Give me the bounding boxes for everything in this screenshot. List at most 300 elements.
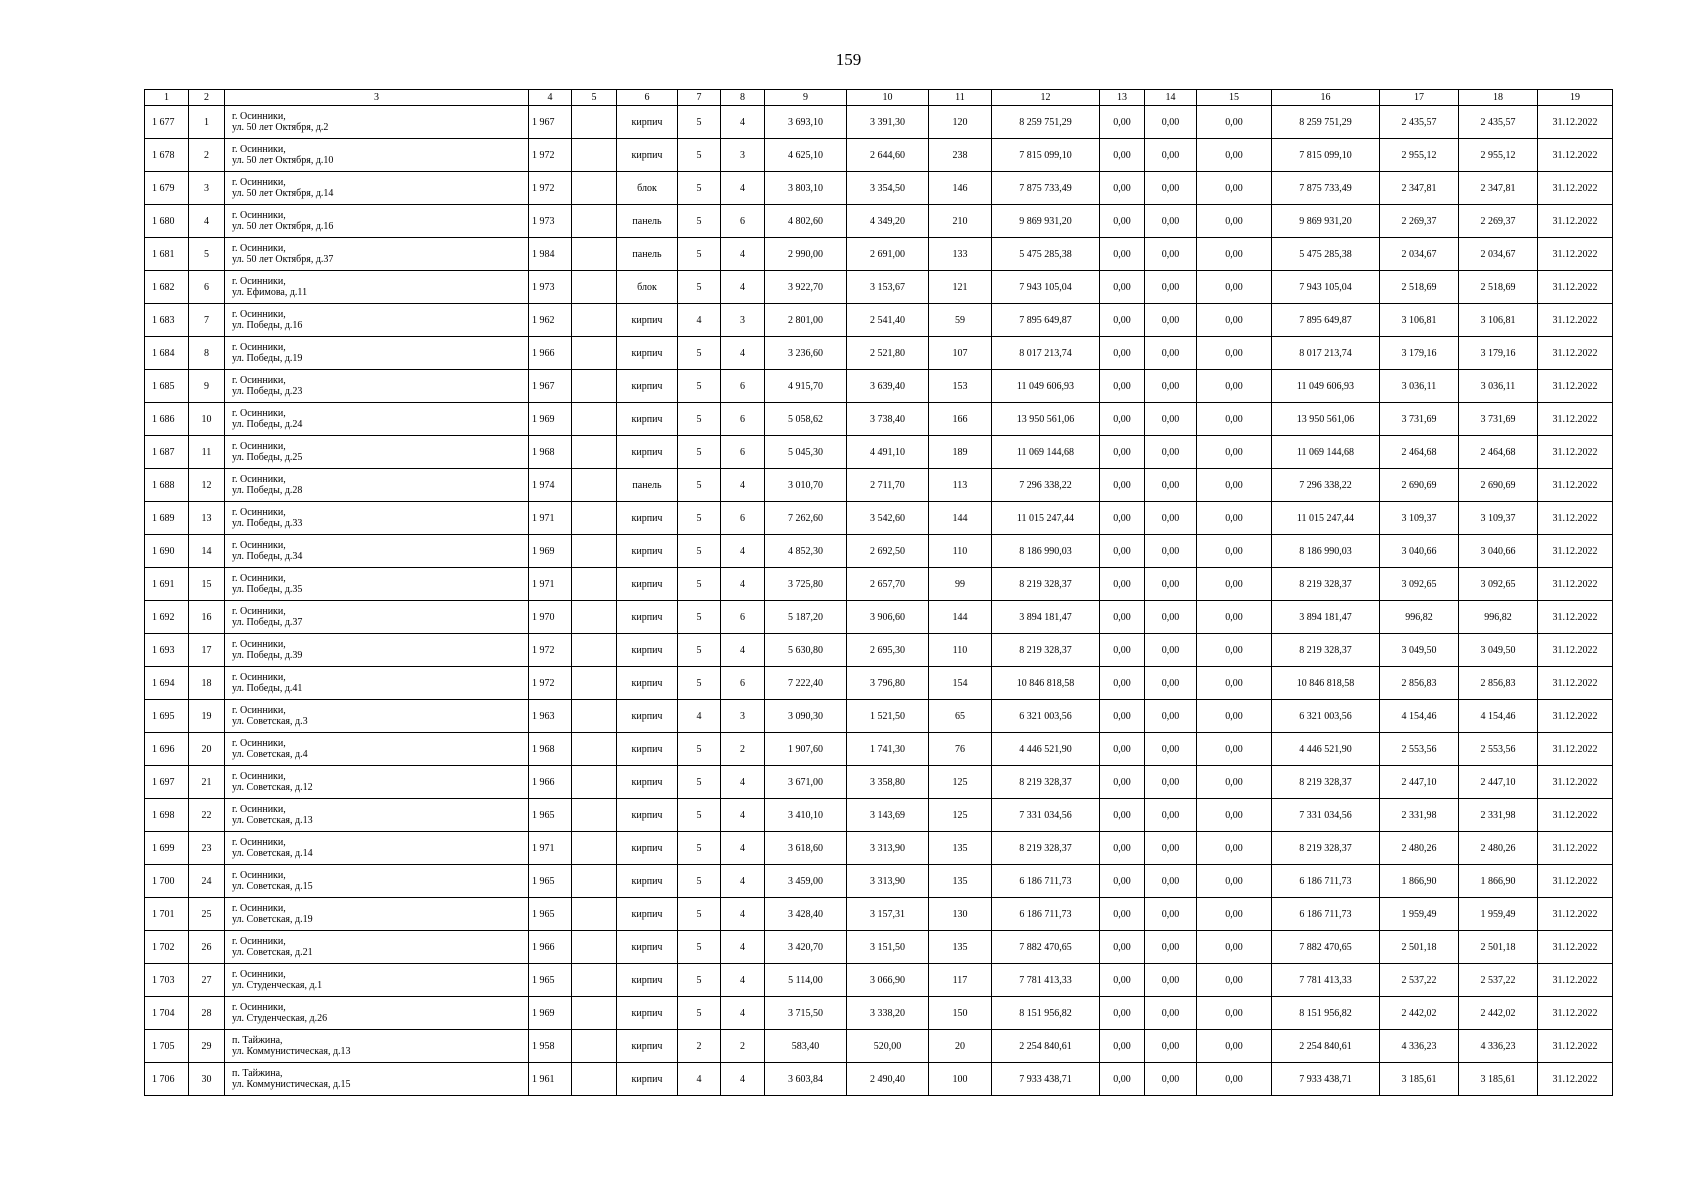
- item-number-cell: 20: [189, 733, 225, 766]
- address-locality: г. Осинники,: [232, 573, 286, 584]
- item-number-cell: 1: [189, 106, 225, 139]
- col-18-cell: 2 690,69: [1459, 469, 1538, 502]
- col-15-cell: 0,00: [1197, 733, 1272, 766]
- address-cell: [225, 106, 529, 139]
- total-area-cell: 2 801,00: [765, 304, 847, 337]
- entrances-cell: 4: [721, 832, 765, 865]
- col-16-cell: 7 943 105,04: [1272, 271, 1380, 304]
- column-header-3: 3: [225, 90, 529, 106]
- col-5-cell: [572, 964, 617, 997]
- column-header-19: 19: [1538, 90, 1613, 106]
- table-row: [145, 898, 1613, 931]
- total-cost-cell: 8 219 328,37: [992, 832, 1100, 865]
- living-area-cell: 3 313,90: [847, 865, 929, 898]
- col-14-cell: 0,00: [1145, 1063, 1197, 1096]
- col-17-cell: 2 518,69: [1380, 271, 1459, 304]
- deadline-date-cell: 31.12.2022: [1538, 535, 1613, 568]
- row-number-cell: 1 677: [145, 106, 189, 139]
- row-number-cell: 1 704: [145, 997, 189, 1030]
- col-17-cell: 2 347,81: [1380, 172, 1459, 205]
- living-area-cell: 2 490,40: [847, 1063, 929, 1096]
- table-row: [145, 205, 1613, 238]
- col-13-cell: 0,00: [1100, 667, 1145, 700]
- col-17-cell: 2 553,56: [1380, 733, 1459, 766]
- col-18-cell: 996,82: [1459, 601, 1538, 634]
- address-cell: [225, 1063, 529, 1096]
- total-cost-cell: 4 446 521,90: [992, 733, 1100, 766]
- total-cost-cell: 8 151 956,82: [992, 997, 1100, 1030]
- col-17-cell: 2 435,57: [1380, 106, 1459, 139]
- floors-cell: 5: [678, 832, 721, 865]
- floors-cell: 5: [678, 634, 721, 667]
- deadline-date-cell: 31.12.2022: [1538, 370, 1613, 403]
- wall-material-cell: кирпич: [617, 832, 678, 865]
- deadline-date-cell: 31.12.2022: [1538, 832, 1613, 865]
- table-row: [145, 700, 1613, 733]
- living-area-cell: 2 657,70: [847, 568, 929, 601]
- total-cost-cell: 13 950 561,06: [992, 403, 1100, 436]
- wall-material-cell: блок: [617, 172, 678, 205]
- item-number-cell: 22: [189, 799, 225, 832]
- year-built-cell: 1 973: [529, 271, 572, 304]
- table-row: [145, 172, 1613, 205]
- address-locality: г. Осинники,: [232, 672, 286, 683]
- address-cell: [225, 238, 529, 271]
- deadline-date-cell: 31.12.2022: [1538, 238, 1613, 271]
- wall-material-cell: кирпич: [617, 964, 678, 997]
- wall-material-cell: кирпич: [617, 898, 678, 931]
- col-14-cell: 0,00: [1145, 997, 1197, 1030]
- entrances-cell: 2: [721, 1030, 765, 1063]
- item-number-cell: 10: [189, 403, 225, 436]
- col-13-cell: 0,00: [1100, 766, 1145, 799]
- total-cost-cell: 7 895 649,87: [992, 304, 1100, 337]
- item-number-cell: 30: [189, 1063, 225, 1096]
- total-cost-cell: 11 069 144,68: [992, 436, 1100, 469]
- col-18-cell: 2 518,69: [1459, 271, 1538, 304]
- total-area-cell: 5 058,62: [765, 403, 847, 436]
- column-header-15: 15: [1197, 90, 1272, 106]
- address-cell: [225, 304, 529, 337]
- wall-material-cell: кирпич: [617, 766, 678, 799]
- deadline-date-cell: 31.12.2022: [1538, 106, 1613, 139]
- residents-cell: 238: [929, 139, 992, 172]
- total-cost-cell: 6 186 711,73: [992, 898, 1100, 931]
- item-number-cell: 7: [189, 304, 225, 337]
- deadline-date-cell: 31.12.2022: [1538, 1030, 1613, 1063]
- row-number-cell: 1 700: [145, 865, 189, 898]
- address-street: ул. Победы, д.34: [232, 551, 303, 562]
- wall-material-cell: кирпич: [617, 733, 678, 766]
- total-area-cell: 2 990,00: [765, 238, 847, 271]
- living-area-cell: 3 391,30: [847, 106, 929, 139]
- living-area-cell: 4 349,20: [847, 205, 929, 238]
- entrances-cell: 4: [721, 997, 765, 1030]
- year-built-cell: 1 968: [529, 733, 572, 766]
- total-cost-cell: 8 219 328,37: [992, 766, 1100, 799]
- col-13-cell: 0,00: [1100, 865, 1145, 898]
- table-row: [145, 238, 1613, 271]
- address-street: ул. Победы, д.28: [232, 485, 303, 496]
- col-14-cell: 0,00: [1145, 865, 1197, 898]
- table-row: [145, 733, 1613, 766]
- col-15-cell: 0,00: [1197, 568, 1272, 601]
- year-built-cell: 1 974: [529, 469, 572, 502]
- col-13-cell: 0,00: [1100, 106, 1145, 139]
- wall-material-cell: кирпич: [617, 667, 678, 700]
- row-number-cell: 1 692: [145, 601, 189, 634]
- col-13-cell: 0,00: [1100, 403, 1145, 436]
- residents-cell: 117: [929, 964, 992, 997]
- floors-cell: 5: [678, 964, 721, 997]
- address-cell: [225, 733, 529, 766]
- living-area-cell: 3 354,50: [847, 172, 929, 205]
- address-cell: [225, 865, 529, 898]
- address-street: ул. Советская, д.19: [232, 914, 313, 925]
- row-number-cell: 1 693: [145, 634, 189, 667]
- year-built-cell: 1 967: [529, 370, 572, 403]
- total-cost-cell: 6 186 711,73: [992, 865, 1100, 898]
- address-cell: [225, 337, 529, 370]
- total-area-cell: 3 010,70: [765, 469, 847, 502]
- living-area-cell: 2 691,00: [847, 238, 929, 271]
- living-area-cell: 3 738,40: [847, 403, 929, 436]
- living-area-cell: 3 157,31: [847, 898, 929, 931]
- col-15-cell: 0,00: [1197, 964, 1272, 997]
- residents-cell: 130: [929, 898, 992, 931]
- col-17-cell: 4 154,46: [1380, 700, 1459, 733]
- col-18-cell: 2 553,56: [1459, 733, 1538, 766]
- residents-cell: 120: [929, 106, 992, 139]
- col-18-cell: 2 537,22: [1459, 964, 1538, 997]
- col-15-cell: 0,00: [1197, 667, 1272, 700]
- total-area-cell: 3 410,10: [765, 799, 847, 832]
- wall-material-cell: кирпич: [617, 304, 678, 337]
- col-13-cell: 0,00: [1100, 535, 1145, 568]
- floors-cell: 5: [678, 271, 721, 304]
- col-16-cell: 6 186 711,73: [1272, 865, 1380, 898]
- floors-cell: 5: [678, 733, 721, 766]
- residents-cell: 59: [929, 304, 992, 337]
- wall-material-cell: панель: [617, 238, 678, 271]
- year-built-cell: 1 984: [529, 238, 572, 271]
- entrances-cell: 4: [721, 469, 765, 502]
- address-street: ул. Победы, д.24: [232, 419, 303, 430]
- residents-cell: 135: [929, 931, 992, 964]
- address-street: ул. Победы, д.23: [232, 386, 303, 397]
- col-5-cell: [572, 733, 617, 766]
- residents-cell: 121: [929, 271, 992, 304]
- col-18-cell: 2 269,37: [1459, 205, 1538, 238]
- residents-cell: 133: [929, 238, 992, 271]
- col-16-cell: 11 069 144,68: [1272, 436, 1380, 469]
- address-cell: [225, 139, 529, 172]
- col-16-cell: 9 869 931,20: [1272, 205, 1380, 238]
- table-row: [145, 436, 1613, 469]
- row-number-cell: 1 690: [145, 535, 189, 568]
- address-street: ул. Советская, д.14: [232, 848, 313, 859]
- col-18-cell: 2 447,10: [1459, 766, 1538, 799]
- row-number-cell: 1 695: [145, 700, 189, 733]
- year-built-cell: 1 972: [529, 667, 572, 700]
- col-5-cell: [572, 931, 617, 964]
- col-13-cell: 0,00: [1100, 337, 1145, 370]
- column-header-1: 1: [145, 90, 189, 106]
- wall-material-cell: кирпич: [617, 502, 678, 535]
- year-built-cell: 1 973: [529, 205, 572, 238]
- column-header-10: 10: [847, 90, 929, 106]
- col-17-cell: 2 856,83: [1380, 667, 1459, 700]
- col-5-cell: [572, 832, 617, 865]
- col-18-cell: 2 034,67: [1459, 238, 1538, 271]
- table-header: [145, 90, 1613, 106]
- table-row: [145, 370, 1613, 403]
- col-17-cell: 3 731,69: [1380, 403, 1459, 436]
- total-cost-cell: 5 475 285,38: [992, 238, 1100, 271]
- living-area-cell: 520,00: [847, 1030, 929, 1063]
- item-number-cell: 13: [189, 502, 225, 535]
- address-street: ул. 50 лет Октября, д.37: [232, 254, 334, 265]
- col-15-cell: 0,00: [1197, 1063, 1272, 1096]
- col-14-cell: 0,00: [1145, 337, 1197, 370]
- col-18-cell: 2 955,12: [1459, 139, 1538, 172]
- col-15-cell: 0,00: [1197, 370, 1272, 403]
- deadline-date-cell: 31.12.2022: [1538, 337, 1613, 370]
- wall-material-cell: кирпич: [617, 370, 678, 403]
- col-14-cell: 0,00: [1145, 304, 1197, 337]
- col-13-cell: 0,00: [1100, 271, 1145, 304]
- address-locality: г. Осинники,: [232, 243, 286, 254]
- col-16-cell: 7 933 438,71: [1272, 1063, 1380, 1096]
- row-number-cell: 1 685: [145, 370, 189, 403]
- col-13-cell: 0,00: [1100, 832, 1145, 865]
- year-built-cell: 1 963: [529, 700, 572, 733]
- year-built-cell: 1 965: [529, 799, 572, 832]
- address-locality: г. Осинники,: [232, 903, 286, 914]
- residents-cell: 166: [929, 403, 992, 436]
- deadline-date-cell: 31.12.2022: [1538, 700, 1613, 733]
- address-street: ул. Победы, д.41: [232, 683, 303, 694]
- row-number-cell: 1 706: [145, 1063, 189, 1096]
- entrances-cell: 4: [721, 1063, 765, 1096]
- col-14-cell: 0,00: [1145, 436, 1197, 469]
- wall-material-cell: кирпич: [617, 799, 678, 832]
- col-14-cell: 0,00: [1145, 271, 1197, 304]
- floors-cell: 2: [678, 1030, 721, 1063]
- row-number-cell: 1 687: [145, 436, 189, 469]
- residents-cell: 65: [929, 700, 992, 733]
- col-14-cell: 0,00: [1145, 898, 1197, 931]
- address-cell: [225, 370, 529, 403]
- address-locality: г. Осинники,: [232, 144, 286, 155]
- floors-cell: 5: [678, 370, 721, 403]
- total-area-cell: 5 630,80: [765, 634, 847, 667]
- deadline-date-cell: 31.12.2022: [1538, 205, 1613, 238]
- address-locality: г. Осинники,: [232, 639, 286, 650]
- col-17-cell: 2 269,37: [1380, 205, 1459, 238]
- total-area-cell: 5 114,00: [765, 964, 847, 997]
- floors-cell: 5: [678, 436, 721, 469]
- floors-cell: 5: [678, 106, 721, 139]
- col-16-cell: 2 254 840,61: [1272, 1030, 1380, 1063]
- year-built-cell: 1 970: [529, 601, 572, 634]
- year-built-cell: 1 971: [529, 502, 572, 535]
- col-18-cell: 3 049,50: [1459, 634, 1538, 667]
- row-number-cell: 1 678: [145, 139, 189, 172]
- col-5-cell: [572, 898, 617, 931]
- row-number-cell: 1 699: [145, 832, 189, 865]
- floors-cell: 5: [678, 898, 721, 931]
- col-14-cell: 0,00: [1145, 502, 1197, 535]
- wall-material-cell: кирпич: [617, 568, 678, 601]
- residents-cell: 210: [929, 205, 992, 238]
- living-area-cell: 3 542,60: [847, 502, 929, 535]
- col-18-cell: 2 501,18: [1459, 931, 1538, 964]
- entrances-cell: 6: [721, 436, 765, 469]
- col-17-cell: 2 955,12: [1380, 139, 1459, 172]
- floors-cell: 5: [678, 469, 721, 502]
- col-5-cell: [572, 403, 617, 436]
- col-17-cell: 4 336,23: [1380, 1030, 1459, 1063]
- row-number-cell: 1 691: [145, 568, 189, 601]
- total-cost-cell: 11 015 247,44: [992, 502, 1100, 535]
- col-15-cell: 0,00: [1197, 172, 1272, 205]
- deadline-date-cell: 31.12.2022: [1538, 568, 1613, 601]
- year-built-cell: 1 966: [529, 766, 572, 799]
- col-15-cell: 0,00: [1197, 238, 1272, 271]
- table-row: [145, 568, 1613, 601]
- address-cell: [225, 436, 529, 469]
- col-16-cell: 7 882 470,65: [1272, 931, 1380, 964]
- col-18-cell: 3 179,16: [1459, 337, 1538, 370]
- col-14-cell: 0,00: [1145, 634, 1197, 667]
- column-header-5: 5: [572, 90, 617, 106]
- col-15-cell: 0,00: [1197, 304, 1272, 337]
- floors-cell: 5: [678, 172, 721, 205]
- col-16-cell: 7 815 099,10: [1272, 139, 1380, 172]
- column-header-11: 11: [929, 90, 992, 106]
- address-locality: г. Осинники,: [232, 540, 286, 551]
- col-14-cell: 0,00: [1145, 469, 1197, 502]
- col-17-cell: 3 185,61: [1380, 1063, 1459, 1096]
- address-locality: г. Осинники,: [232, 111, 286, 122]
- entrances-cell: 6: [721, 403, 765, 436]
- row-number-cell: 1 696: [145, 733, 189, 766]
- col-14-cell: 0,00: [1145, 766, 1197, 799]
- col-13-cell: 0,00: [1100, 799, 1145, 832]
- year-built-cell: 1 972: [529, 172, 572, 205]
- wall-material-cell: кирпич: [617, 139, 678, 172]
- col-5-cell: [572, 205, 617, 238]
- col-15-cell: 0,00: [1197, 436, 1272, 469]
- year-built-cell: 1 962: [529, 304, 572, 337]
- col-14-cell: 0,00: [1145, 799, 1197, 832]
- entrances-cell: 3: [721, 700, 765, 733]
- address-street: ул. Победы, д.37: [232, 617, 303, 628]
- address-street: ул. 50 лет Октября, д.14: [232, 188, 334, 199]
- address-cell: [225, 667, 529, 700]
- address-street: ул. 50 лет Октября, д.2: [232, 122, 329, 133]
- col-15-cell: 0,00: [1197, 1030, 1272, 1063]
- total-cost-cell: 3 894 181,47: [992, 601, 1100, 634]
- column-header-13: 13: [1100, 90, 1145, 106]
- wall-material-cell: кирпич: [617, 601, 678, 634]
- col-17-cell: 1 866,90: [1380, 865, 1459, 898]
- residents-cell: 144: [929, 601, 992, 634]
- living-area-cell: 3 066,90: [847, 964, 929, 997]
- address-street: ул. Советская, д.13: [232, 815, 313, 826]
- table-row: [145, 931, 1613, 964]
- floors-cell: 5: [678, 205, 721, 238]
- row-number-cell: 1 688: [145, 469, 189, 502]
- entrances-cell: 4: [721, 634, 765, 667]
- col-14-cell: 0,00: [1145, 601, 1197, 634]
- col-18-cell: 1 959,49: [1459, 898, 1538, 931]
- col-5-cell: [572, 502, 617, 535]
- col-15-cell: 0,00: [1197, 601, 1272, 634]
- col-5-cell: [572, 601, 617, 634]
- table-row: [145, 997, 1613, 1030]
- table-row: [145, 304, 1613, 337]
- col-18-cell: 3 109,37: [1459, 502, 1538, 535]
- row-number-cell: 1 681: [145, 238, 189, 271]
- col-16-cell: 11 049 606,93: [1272, 370, 1380, 403]
- col-5-cell: [572, 436, 617, 469]
- address-locality: г. Осинники,: [232, 738, 286, 749]
- table-row: [145, 502, 1613, 535]
- address-street: ул. Советская, д.15: [232, 881, 313, 892]
- item-number-cell: 4: [189, 205, 225, 238]
- row-number-cell: 1 702: [145, 931, 189, 964]
- living-area-cell: 3 358,80: [847, 766, 929, 799]
- deadline-date-cell: 31.12.2022: [1538, 865, 1613, 898]
- address-locality: г. Осинники,: [232, 177, 286, 188]
- col-16-cell: 8 186 990,03: [1272, 535, 1380, 568]
- residents-cell: 153: [929, 370, 992, 403]
- year-built-cell: 1 972: [529, 634, 572, 667]
- address-street: ул. Победы, д.25: [232, 452, 303, 463]
- col-15-cell: 0,00: [1197, 766, 1272, 799]
- entrances-cell: 4: [721, 931, 765, 964]
- col-17-cell: 2 537,22: [1380, 964, 1459, 997]
- deadline-date-cell: 31.12.2022: [1538, 436, 1613, 469]
- year-built-cell: 1 966: [529, 931, 572, 964]
- col-13-cell: 0,00: [1100, 238, 1145, 271]
- floors-cell: 5: [678, 766, 721, 799]
- total-area-cell: 3 715,50: [765, 997, 847, 1030]
- col-16-cell: 8 219 328,37: [1272, 766, 1380, 799]
- col-14-cell: 0,00: [1145, 172, 1197, 205]
- col-16-cell: 4 446 521,90: [1272, 733, 1380, 766]
- address-locality: г. Осинники,: [232, 441, 286, 452]
- item-number-cell: 18: [189, 667, 225, 700]
- wall-material-cell: кирпич: [617, 634, 678, 667]
- item-number-cell: 27: [189, 964, 225, 997]
- living-area-cell: 2 692,50: [847, 535, 929, 568]
- living-area-cell: 3 796,80: [847, 667, 929, 700]
- column-header-7: 7: [678, 90, 721, 106]
- address-cell: [225, 502, 529, 535]
- table-row: [145, 337, 1613, 370]
- address-locality: г. Осинники,: [232, 969, 286, 980]
- deadline-date-cell: 31.12.2022: [1538, 304, 1613, 337]
- row-number-cell: 1 680: [145, 205, 189, 238]
- wall-material-cell: панель: [617, 469, 678, 502]
- col-16-cell: 8 017 213,74: [1272, 337, 1380, 370]
- col-18-cell: 3 036,11: [1459, 370, 1538, 403]
- col-5-cell: [572, 568, 617, 601]
- total-area-cell: 4 625,10: [765, 139, 847, 172]
